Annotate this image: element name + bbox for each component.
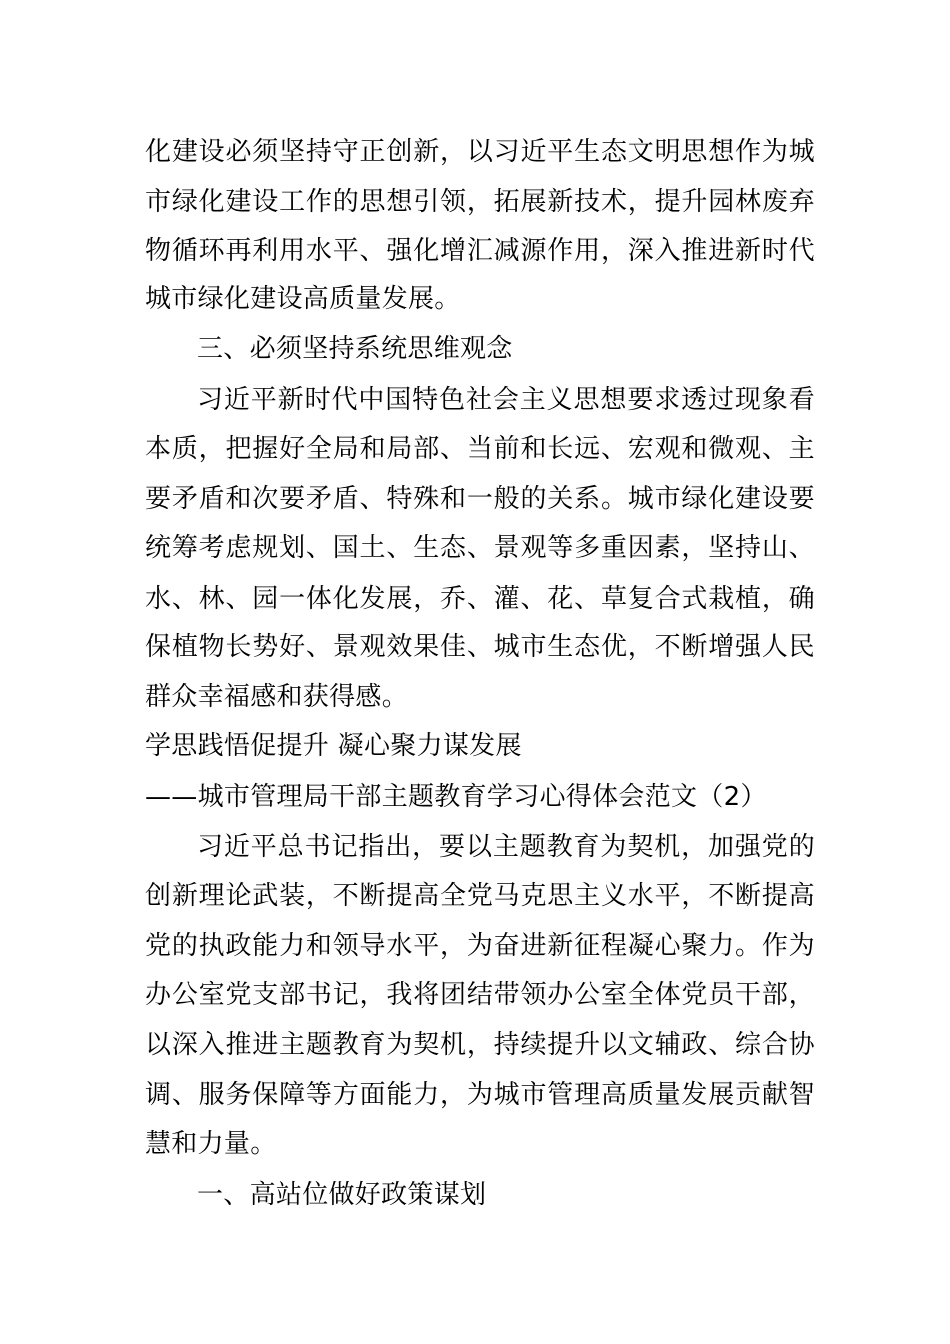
text-line: 调、服务保障等方面能力，为城市管理高质量发展贡献智 xyxy=(145,1080,815,1110)
text-line: 本质，把握好全局和局部、当前和长远、宏观和微观、主 xyxy=(145,434,815,464)
text-line: 群众幸福感和获得感。 xyxy=(145,682,409,712)
text-line: 统筹考虑规划、国土、生态、景观等多重因素，坚持山、 xyxy=(145,533,815,563)
text-line: 以深入推进主题教育为契机，持续提升以文辅政、综合协 xyxy=(145,1030,815,1060)
text-line: 城市绿化建设高质量发展。 xyxy=(145,284,461,314)
text-line: 水、林、园一体化发展，乔、灌、花、草复合式栽植，确 xyxy=(145,584,815,614)
text-line: 化建设必须坚持守正创新，以习近平生态文明思想作为城 xyxy=(145,137,815,167)
text-line: 物循环再利用水平、强化增汇减源作用，深入推进新时代 xyxy=(145,236,815,266)
article-subtitle: ——城市管理局干部主题教育学习心得体会范文（2） xyxy=(145,782,767,812)
text-line: 保植物长势好、景观效果佳、城市生态优，不断增强人民 xyxy=(145,632,815,662)
text-line: 党的执政能力和领导水平，为奋进新征程凝心聚力。作为 xyxy=(145,931,815,961)
text-line: 创新理论武装，不断提高全党马克思主义水平，不断提高 xyxy=(145,881,815,911)
section-heading: 一、高站位做好政策谋划 xyxy=(197,1180,487,1210)
article-title: 学思践悟促提升 凝心聚力谋发展 xyxy=(145,731,522,761)
text-line: 习近平新时代中国特色社会主义思想要求透过现象看 xyxy=(197,385,815,415)
text-line: 办公室党支部书记，我将团结带领办公室全体党员干部， xyxy=(145,980,815,1010)
text-line: 习近平总书记指出，要以主题教育为契机，加强党的 xyxy=(197,832,815,862)
section-heading: 三、必须坚持系统思维观念 xyxy=(197,334,513,364)
text-line: 慧和力量。 xyxy=(145,1129,277,1159)
text-line: 市绿化建设工作的思想引领，拓展新技术，提升园林废弃 xyxy=(145,187,815,217)
text-line: 要矛盾和次要矛盾、特殊和一般的关系。城市绿化建设要 xyxy=(145,484,815,514)
